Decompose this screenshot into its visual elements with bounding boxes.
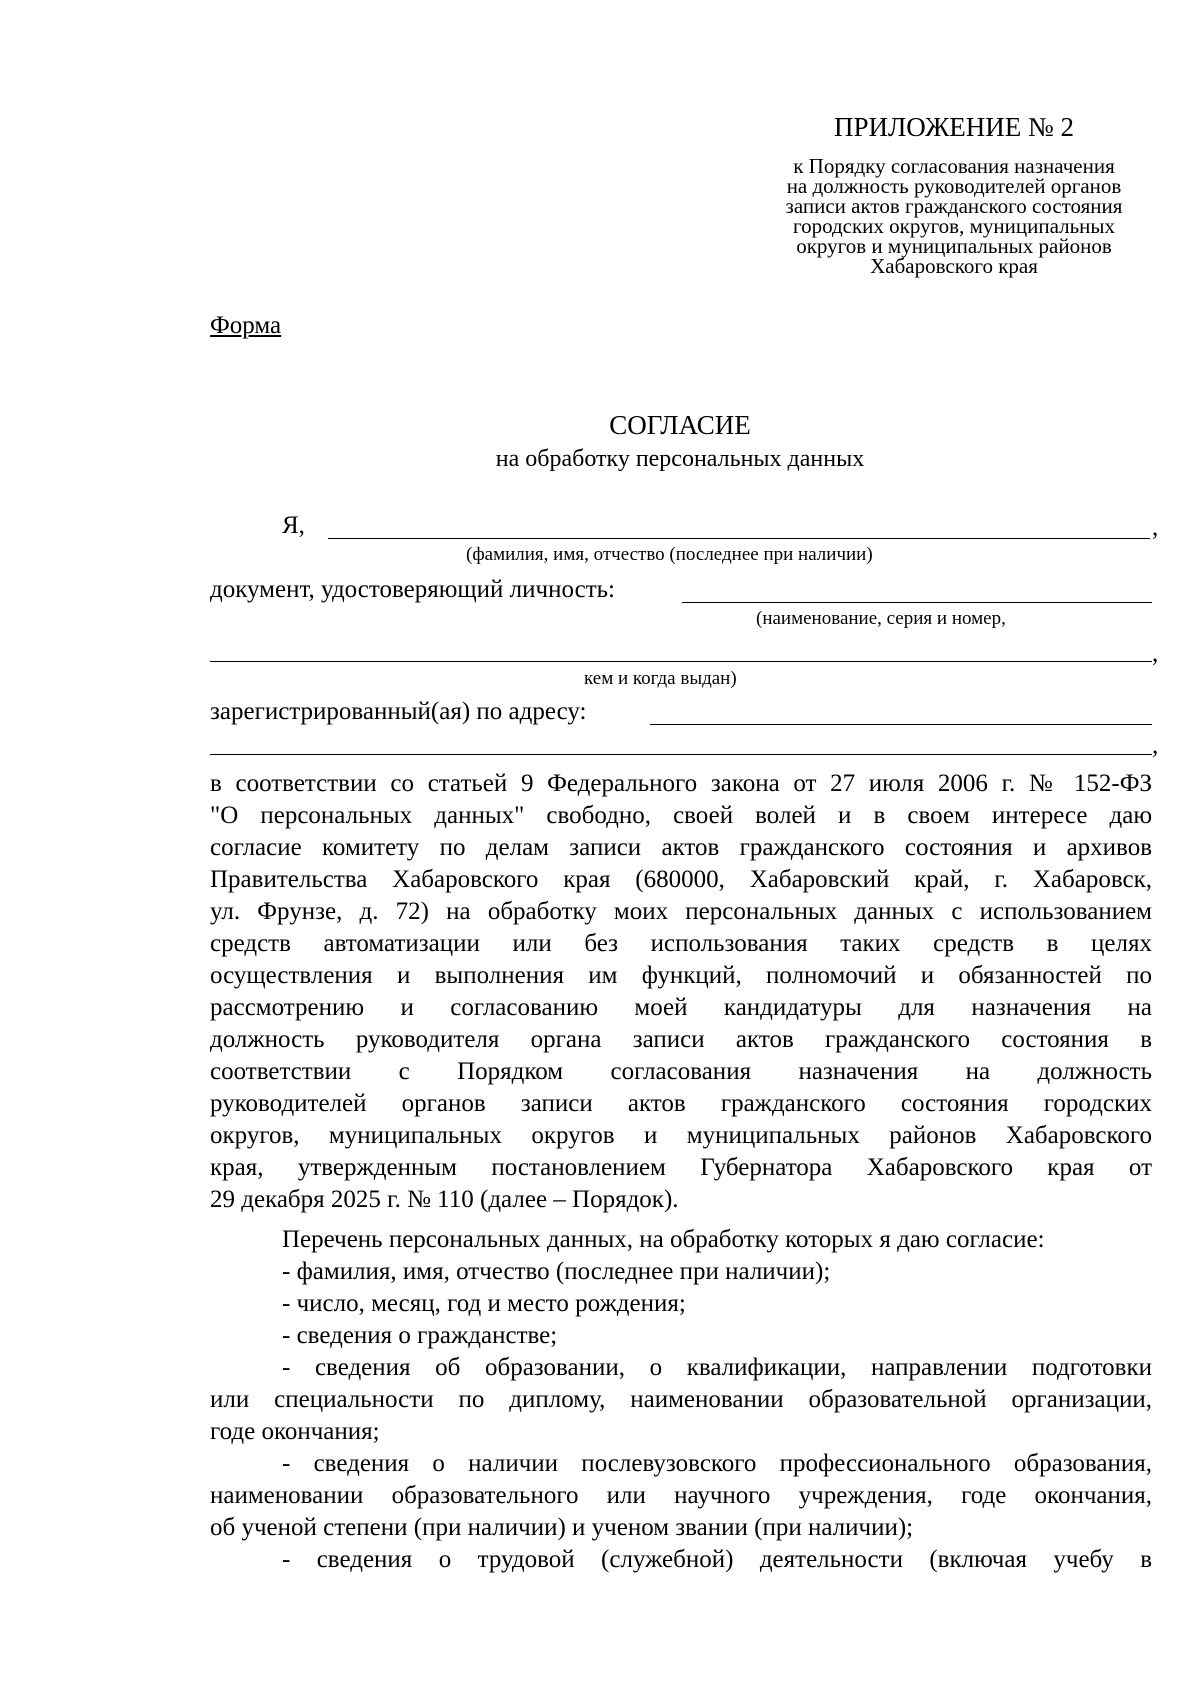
annex-line: Хабаровского края (870, 254, 1038, 278)
paragraph-line: должность руководителя органа записи актов гражданского состояния в (210, 1026, 1152, 1053)
issued-hint: кем и когда выдан) (584, 668, 737, 689)
paragraph-line: средств автоматизации или без использования таких средств в целях (210, 930, 1152, 957)
address-label: зарегистрированный(ая) по адресу: (210, 698, 587, 725)
annex-line: на должность руководителей органов (786, 174, 1122, 198)
list-item: - число, месяц, год и место рождения; (282, 1290, 686, 1317)
fio-hint: (фамилия, имя, отчество (последнее при наличии) (466, 544, 873, 565)
fio-field-line[interactable] (328, 538, 1150, 539)
address-field-line-2[interactable] (210, 754, 1152, 755)
paragraph-line: 29 декабря 2025 г. № 110 (далее – Порядок). (210, 1186, 679, 1213)
paragraph-line: рассмотрению и согласованию моей кандидатуры для назначения на (210, 994, 1152, 1021)
annex-line: к Порядку согласования назначения (793, 154, 1115, 178)
paragraph-line: соответствии с Порядком согласования назначения на должность (210, 1058, 1152, 1085)
paragraph-line: согласие комитету по делам записи актов гражданского состояния и архивов (210, 834, 1152, 861)
i-label: Я, (282, 512, 305, 539)
paragraph-line: в соответствии со статьей 9 Федерального закона от 27 июля 2006 г. № 152-ФЗ (210, 770, 1152, 797)
annex-line: округов и муниципальных районов (796, 234, 1112, 258)
doc-issued-field-line[interactable] (210, 661, 1152, 662)
consent-paragraph (210, 768, 1152, 1216)
list-item-cont: годе окончания; (210, 1418, 380, 1445)
paragraph-line: ул. Фрунзе, д. 72) на обработку моих персональных данных с использованием (210, 898, 1152, 925)
annex-reference (758, 156, 1150, 276)
doc-label: документ, удостоверяющий личность: (210, 576, 615, 603)
comma: , (1152, 640, 1159, 667)
annex-title: ПРИЛОЖЕНИЕ № 2 (833, 112, 1075, 142)
list-item: - фамилия, имя, отчество (последнее при наличии); (282, 1258, 831, 1285)
form-label: Форма (210, 312, 282, 339)
annex-line: записи актов гражданского состояния (785, 194, 1123, 218)
list-intro: Перечень персональных данных, на обработку которых я даю согласие: (282, 1226, 1045, 1253)
list-item: - сведения о гражданстве; (282, 1322, 558, 1349)
list-item-cont: об ученой степени (при наличии) и ученом звании (при наличии); (210, 1514, 914, 1541)
doc-hint: (наименование, серия и номер, (756, 608, 1006, 629)
address-field-line[interactable] (650, 724, 1152, 725)
paragraph-line: округов, муниципальных округов и муниципальных районов Хабаровского (210, 1122, 1152, 1149)
annex-line: городских округов, муниципальных (792, 214, 1115, 238)
list-item: - сведения о трудовой (служебной) деятельности (включая учебу в (282, 1546, 1152, 1573)
document-title: СОГЛАСИЕ (609, 410, 751, 440)
doc-field-line[interactable] (682, 602, 1152, 603)
list-item-cont: или специальности по диплому, наименовании образовательной организации, (210, 1386, 1152, 1413)
paragraph-line: Правительства Хабаровского края (680000, Хабаровский край, г. Хабаровск, (210, 866, 1152, 893)
list-item: - сведения об образовании, о квалификации, направлении подготовки (282, 1354, 1152, 1381)
document-subtitle: на обработку персональных данных (495, 446, 865, 472)
comma: , (1152, 514, 1159, 541)
list-item-cont: наименовании образовательного или научного учреждения, годе окончания, (210, 1482, 1152, 1509)
comma: , (1152, 732, 1159, 759)
paragraph-line: края, утвержденным постановлением Губернатора Хабаровского края от (210, 1154, 1152, 1181)
list-item: - сведения о наличии послевузовского профессионального образования, (282, 1450, 1152, 1477)
paragraph-line: руководителей органов записи актов гражданского состояния городских (210, 1090, 1152, 1117)
paragraph-line: "О персональных данных" свободно, своей волей и в своем интересе даю (210, 802, 1152, 829)
data-list (210, 1224, 1152, 1576)
paragraph-line: осуществления и выполнения им функций, полномочий и обязанностей по (210, 962, 1152, 989)
